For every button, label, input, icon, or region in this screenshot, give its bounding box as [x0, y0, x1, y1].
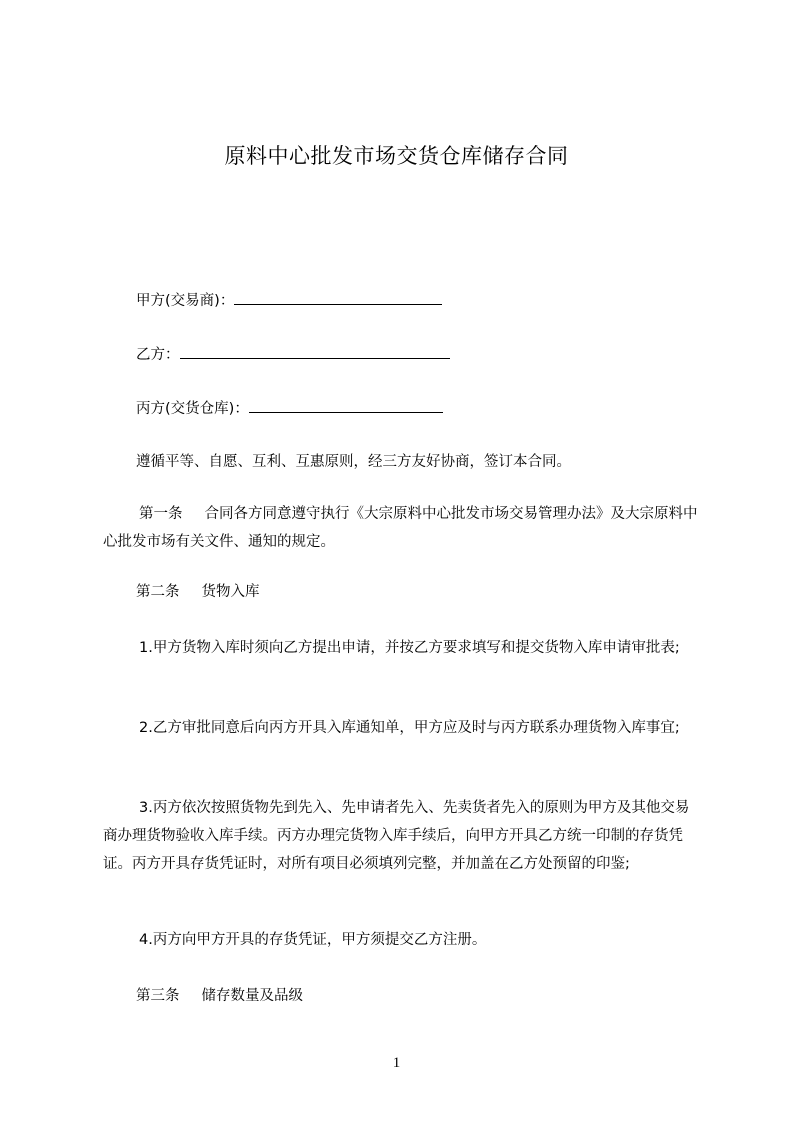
party-c-label: 丙方(交货仓库)：: [136, 401, 249, 417]
article-1-text: 合同各方同意遵守执行《大宗原料中心批发市场交易管理办法》及大宗原料中心批发市场有关文件、通知的规定。: [103, 506, 698, 550]
party-b-blank: [180, 344, 450, 359]
party-a-line: [136, 290, 442, 311]
article-2-heading: 第二条: [136, 584, 180, 600]
article-1-heading: 第一条: [139, 506, 183, 522]
preamble: 遵循平等、自愿、互利、互惠原则，经三方友好协商，签订本合同。: [136, 454, 571, 470]
article-3-heading-line: [136, 986, 303, 1006]
article-3-title: 储存数量及品级: [201, 988, 303, 1004]
article-2-item-2: [103, 714, 703, 742]
article-2-item-1: [103, 634, 703, 662]
party-b-label: 乙方：: [136, 347, 180, 363]
page-number: 1: [392, 1055, 401, 1071]
article-2-heading-line: [136, 582, 260, 602]
article-2-item-1-text: 1.甲方货物入库时须向乙方提出申请，并按乙方要求填写和提交货物入库申请审批表;: [139, 640, 680, 656]
party-a-blank: [234, 290, 442, 305]
article-2-item-4: [103, 926, 703, 954]
article-2-item-3: [103, 794, 703, 878]
article-1: [103, 500, 703, 556]
document-title: 原料中心批发市场交货仓库储存合同: [224, 144, 569, 168]
party-c-blank: [249, 398, 443, 413]
party-b-line: [136, 344, 450, 365]
article-2-item-4-text: 4.丙方向甲方开具的存货凭证，甲方须提交乙方注册。: [139, 932, 487, 948]
article-2-item-2-text: 2.乙方审批同意后向丙方开具入库通知单，甲方应及时与丙方联系办理货物入库事宜;: [139, 720, 680, 736]
party-a-label: 甲方(交易商)：: [136, 293, 235, 309]
article-2-title: 货物入库: [201, 584, 260, 600]
party-c-line: [136, 398, 443, 419]
article-2-item-3-text: 3.丙方依次按照货物先到先入、先申请者先入、先卖货者先入的原则为甲方及其他交易商办理货物验收入库手续。丙方办理完货物入库手续后，向甲方开具乙方统一印制的存货凭证。丙方开具存货凭证时，对所有项目必须填列完整，并加盖在乙方处预留的印鉴;: [103, 800, 690, 872]
article-3-heading: 第三条: [136, 988, 180, 1004]
